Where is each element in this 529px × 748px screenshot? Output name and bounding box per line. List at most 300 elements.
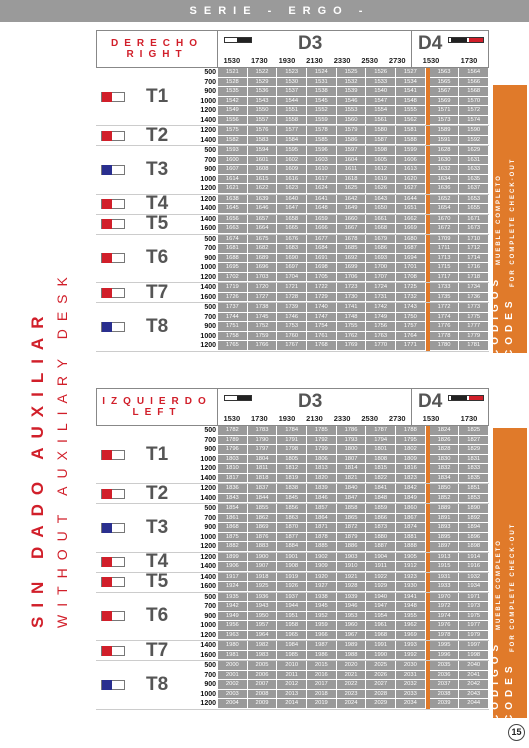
code-cell: 1815 [366, 464, 396, 474]
code-cell: 1859 [366, 504, 396, 514]
code-cell: 2017 [307, 680, 337, 690]
depth-label: 1400 [200, 573, 216, 581]
code-cell: 1832 [430, 464, 460, 474]
t1-desk-icon [101, 450, 125, 460]
code-cell: 2025 [366, 661, 396, 671]
width-label: 1930 [278, 414, 296, 423]
code-cell: 1956 [218, 621, 248, 631]
depth-label: 500 [204, 147, 216, 154]
code-cell: 1678 [337, 235, 367, 245]
table-row [218, 612, 489, 622]
code-cell: 1774 [430, 313, 460, 323]
code-cell: 1801 [366, 445, 396, 455]
code-cell: 1555 [396, 106, 426, 116]
code-cell: 1974 [430, 612, 460, 622]
code-cell: 1867 [396, 514, 426, 524]
type-group-t5 [96, 573, 489, 593]
code-cell: 1521 [218, 68, 248, 78]
table-row [218, 602, 489, 612]
table-row [218, 621, 489, 631]
code-cell: 1540 [366, 87, 396, 97]
code-cell: 1836 [218, 484, 248, 494]
code-cell: 1902 [307, 553, 337, 563]
type-label [96, 593, 196, 641]
code-cell: 1623 [277, 184, 307, 194]
code-cell: 1525 [337, 68, 367, 78]
code-cell: 1526 [366, 68, 396, 78]
code-cell: 1810 [218, 464, 248, 474]
code-cell: 1752 [248, 322, 278, 332]
t6-desk-icon [101, 611, 125, 621]
code-cell: 1839 [307, 484, 337, 494]
code-cell: 1929 [366, 582, 396, 592]
code-cell: 2000 [218, 661, 248, 671]
code-cell: 1735 [430, 293, 460, 303]
code-cell: 1799 [307, 445, 337, 455]
table-row [218, 523, 489, 533]
code-cell: 1804 [248, 455, 278, 465]
code-cell: 1914 [459, 553, 489, 563]
code-cells [218, 484, 489, 503]
code-cell: 1544 [277, 97, 307, 107]
depth-label: 1200 [200, 631, 216, 639]
depth-column [196, 303, 218, 351]
code-cell: 1952 [307, 612, 337, 622]
code-cell: 1736 [459, 293, 489, 303]
depth-column [196, 146, 218, 194]
code-cell: 1615 [248, 175, 278, 185]
code-cell: 1694 [396, 254, 426, 264]
depth-label: 700 [204, 514, 216, 522]
code-cell: 1532 [337, 78, 367, 88]
code-cell: 1741 [337, 303, 367, 313]
code-cell: 1610 [307, 165, 337, 175]
table-row [218, 126, 489, 136]
code-cell: 1681 [218, 244, 248, 254]
code-cell: 1561 [366, 116, 396, 126]
table-row [218, 445, 489, 455]
code-cell: 2028 [366, 690, 396, 700]
code-cell: 1662 [396, 215, 426, 225]
type-group-t1 [96, 426, 489, 484]
code-cell: 1721 [277, 283, 307, 293]
code-cell: 1673 [459, 224, 489, 234]
depth-label: 1000 [200, 332, 216, 340]
code-cell: 1601 [248, 156, 278, 166]
codes-es-big: CODIGOS [490, 274, 501, 357]
type-group-t6 [96, 593, 489, 642]
type-label [96, 303, 196, 351]
code-cell: 2008 [248, 690, 278, 700]
code-cell: 1543 [248, 97, 278, 107]
code-cell: 1652 [430, 195, 460, 205]
table-row [218, 514, 489, 524]
codes-es-small: MUEBLE COMPLETO [496, 539, 502, 630]
code-cell: 2038 [430, 690, 460, 700]
code-cell: 1785 [307, 426, 337, 436]
code-cell: 1553 [337, 106, 367, 116]
table-row [218, 263, 489, 273]
code-cell: 1670 [430, 215, 460, 225]
code-cell: 1564 [459, 68, 489, 78]
code-cell: 1682 [248, 244, 278, 254]
depth-label: 1400 [200, 284, 216, 291]
code-cell: 1743 [396, 303, 426, 313]
code-cell: 1524 [307, 68, 337, 78]
code-cell: 1629 [459, 146, 489, 156]
code-cell: 1698 [307, 263, 337, 273]
code-cell: 1919 [277, 573, 307, 583]
type-label [96, 146, 196, 194]
code-cell: 2041 [459, 671, 489, 681]
code-cells [218, 195, 489, 214]
code-cell: 1692 [337, 254, 367, 264]
code-cell: 1949 [218, 612, 248, 622]
code-cell: 1597 [337, 146, 367, 156]
code-cell: 1842 [396, 484, 426, 494]
depth-label: 900 [204, 612, 216, 620]
code-cell: 1761 [307, 332, 337, 342]
table-row [218, 224, 489, 234]
code-cell: 1589 [430, 126, 460, 136]
code-cell: 1961 [366, 621, 396, 631]
code-cell: 1917 [218, 573, 248, 583]
code-cell: 1802 [396, 445, 426, 455]
code-cell: 1637 [459, 184, 489, 194]
depth-label: 1200 [200, 553, 216, 561]
type-name: T2 [146, 124, 169, 146]
code-cell: 1575 [218, 126, 248, 136]
type-group-t8 [96, 303, 489, 352]
code-cell: 2044 [459, 699, 489, 709]
code-cell: 1868 [218, 523, 248, 533]
code-cell: 1581 [396, 126, 426, 136]
code-cell: 1903 [337, 553, 367, 563]
code-cell: 2018 [307, 690, 337, 700]
code-cell: 1871 [307, 523, 337, 533]
code-cell: 1858 [337, 504, 367, 514]
code-cells [218, 661, 489, 709]
depth-column [196, 504, 218, 552]
t3-desk-icon [101, 165, 125, 175]
code-cell: 1830 [430, 455, 460, 465]
code-cell: 1547 [366, 97, 396, 107]
depth-label: 1400 [200, 563, 216, 570]
depth-label: 500 [204, 69, 216, 76]
d4-header [412, 388, 489, 426]
depth-label: 1200 [200, 700, 216, 707]
code-cell: 1522 [248, 68, 278, 78]
code-cell: 1661 [366, 215, 396, 225]
code-cell: 1664 [248, 224, 278, 234]
code-cell: 1846 [307, 494, 337, 504]
code-cell: 1696 [248, 263, 278, 273]
code-cell: 1993 [396, 641, 426, 651]
code-cell: 1714 [459, 254, 489, 264]
depth-label: 1600 [200, 293, 216, 301]
table-row [218, 573, 489, 583]
code-cell: 1950 [248, 612, 278, 622]
code-cell: 1925 [248, 582, 278, 592]
table-header [96, 30, 489, 68]
code-cell: 1645 [218, 204, 248, 214]
code-cell: 2031 [396, 671, 426, 681]
code-cell: 1646 [248, 204, 278, 214]
type-name: T6 [146, 605, 169, 627]
desk-color-swatch [102, 680, 112, 690]
code-cell: 1852 [430, 494, 460, 504]
code-cell: 1873 [366, 523, 396, 533]
code-cell: 1779 [459, 332, 489, 342]
code-cell: 1884 [277, 542, 307, 552]
depth-label: 500 [204, 505, 216, 512]
code-cells [218, 215, 489, 234]
code-cell: 1983 [248, 651, 278, 661]
code-cell: 1552 [307, 106, 337, 116]
code-cell: 2035 [430, 661, 460, 671]
desk-color-swatch [102, 646, 112, 656]
code-cell: 1913 [430, 553, 460, 563]
code-cell: 1640 [277, 195, 307, 205]
code-cell: 1777 [459, 322, 489, 332]
code-cell: 1786 [337, 426, 367, 436]
side-title-area [0, 22, 90, 748]
table-row [218, 293, 489, 303]
depth-label: 900 [204, 254, 216, 262]
code-cell: 1755 [337, 322, 367, 332]
table-row [218, 313, 489, 323]
width-label: 1930 [278, 56, 296, 65]
code-cell: 1998 [459, 651, 489, 661]
depth-label: 1200 [200, 485, 216, 492]
table-row [218, 332, 489, 342]
code-cell: 1602 [277, 156, 307, 166]
code-cell: 1587 [366, 136, 396, 146]
depth-label: 1400 [200, 474, 216, 482]
code-cell: 1942 [218, 602, 248, 612]
type-group-t5 [96, 215, 489, 235]
table-row [218, 322, 489, 332]
depth-label: 1400 [200, 136, 216, 144]
code-cell: 1953 [337, 612, 367, 622]
code-cell: 1946 [337, 602, 367, 612]
code-cell: 1742 [366, 303, 396, 313]
code-cell: 1891 [430, 514, 460, 524]
code-cell: 1909 [307, 562, 337, 572]
code-cell: 1654 [430, 204, 460, 214]
table-row [218, 641, 489, 651]
code-cell: 1600 [218, 156, 248, 166]
code-cell: 1731 [366, 293, 396, 303]
price-code-table-left [96, 388, 489, 710]
code-cell: 1941 [396, 593, 426, 603]
code-cell: 1991 [366, 641, 396, 651]
code-cell: 1751 [218, 322, 248, 332]
code-cell: 1718 [459, 273, 489, 283]
code-cell: 1773 [459, 303, 489, 313]
code-cell: 1583 [248, 136, 278, 146]
code-cell: 1823 [396, 474, 426, 484]
desk-color-swatch [102, 92, 112, 102]
code-cell: 1536 [248, 87, 278, 97]
code-cell: 1660 [337, 215, 367, 225]
depth-label: 1000 [200, 455, 216, 463]
table-row [218, 474, 489, 484]
t8-desk-icon [101, 680, 125, 690]
table-row [218, 690, 489, 700]
code-cell: 2023 [337, 690, 367, 700]
d4-desk-icon [448, 37, 484, 43]
t7-desk-icon [101, 288, 125, 298]
code-cell: 1899 [218, 553, 248, 563]
code-cell: 1828 [430, 445, 460, 455]
table-row [218, 215, 489, 225]
code-cell: 1705 [307, 273, 337, 283]
code-cell: 1717 [430, 273, 460, 283]
table-row [218, 273, 489, 283]
code-cell: 1595 [277, 146, 307, 156]
code-cell: 1965 [277, 631, 307, 641]
code-cell: 1545 [307, 97, 337, 107]
width-label: 1730 [460, 414, 478, 423]
depth-label: 1600 [200, 651, 216, 659]
code-cell: 1744 [218, 313, 248, 323]
depth-column [196, 126, 218, 145]
desk-color-swatch [102, 489, 112, 499]
t8-desk-icon [101, 322, 125, 332]
code-cell: 2039 [430, 699, 460, 709]
codes-side-bar-left [490, 428, 527, 722]
code-cell: 1723 [337, 283, 367, 293]
code-cell: 1641 [307, 195, 337, 205]
table-row [218, 283, 489, 293]
code-cell: 1860 [396, 504, 426, 514]
orientation-es: IZQUIERDO [102, 396, 212, 407]
code-cell: 1548 [396, 97, 426, 107]
code-cell: 1567 [430, 87, 460, 97]
code-cell: 1732 [396, 293, 426, 303]
type-name: T4 [146, 193, 169, 214]
code-cell: 2042 [459, 680, 489, 690]
code-cell: 1866 [366, 514, 396, 524]
code-cell: 1608 [248, 165, 278, 175]
d3-title: D3 [298, 33, 323, 54]
code-cell: 1806 [307, 455, 337, 465]
code-cell: 1756 [366, 322, 396, 332]
codes-es-small: MUEBLE COMPLETO [496, 174, 502, 265]
code-cell: 1631 [459, 156, 489, 166]
code-cell: 1865 [337, 514, 367, 524]
d4-title: D4 [418, 391, 443, 412]
code-cell: 1870 [277, 523, 307, 533]
series-title: SERIE - ERGO - [189, 5, 370, 17]
desk-color-swatch [102, 253, 112, 263]
type-name: T1 [146, 443, 169, 465]
code-cell: 1563 [430, 68, 460, 78]
code-cell: 1612 [366, 165, 396, 175]
code-cell: 1812 [277, 464, 307, 474]
code-cell: 1707 [366, 273, 396, 283]
code-cell: 1528 [218, 78, 248, 88]
code-cell: 1822 [366, 474, 396, 484]
code-cell: 1729 [307, 293, 337, 303]
code-cell: 1964 [248, 631, 278, 641]
table-header [96, 388, 489, 426]
code-cell: 1968 [366, 631, 396, 641]
code-cell: 1979 [459, 631, 489, 641]
code-cell: 1632 [430, 165, 460, 175]
code-cell: 1811 [248, 464, 278, 474]
depth-label: 500 [204, 235, 216, 243]
code-cell: 1872 [337, 523, 367, 533]
depth-column [196, 195, 218, 214]
code-cell: 1906 [218, 562, 248, 572]
orientation-label [96, 388, 218, 426]
code-cell: 1800 [337, 445, 367, 455]
code-cells [218, 426, 489, 483]
table-row [218, 680, 489, 690]
code-cell: 1958 [277, 621, 307, 631]
code-cell: 1881 [396, 533, 426, 543]
t4-desk-icon [101, 199, 125, 209]
code-cell: 1542 [218, 97, 248, 107]
table-row [218, 87, 489, 97]
code-cell: 1697 [277, 263, 307, 273]
table-row [218, 78, 489, 88]
code-cell: 1937 [277, 593, 307, 603]
depth-column [196, 661, 218, 709]
depth-column [196, 68, 218, 125]
table-row [218, 254, 489, 264]
code-cell: 1778 [430, 332, 460, 342]
code-cell: 1737 [218, 303, 248, 313]
code-cell: 1869 [248, 523, 278, 533]
code-cell: 1918 [248, 573, 278, 583]
depth-label: 1200 [200, 273, 216, 281]
code-cell: 1531 [307, 78, 337, 88]
code-cell: 1591 [430, 136, 460, 146]
code-cell: 1621 [218, 184, 248, 194]
depth-label: 700 [204, 436, 216, 444]
code-cell: 1971 [459, 593, 489, 603]
code-cell: 2004 [218, 699, 248, 709]
code-cell: 1653 [459, 195, 489, 205]
code-cell: 1973 [459, 602, 489, 612]
code-cell: 2037 [430, 680, 460, 690]
code-cell: 1593 [218, 146, 248, 156]
depth-column [196, 426, 218, 483]
code-cell: 1840 [337, 484, 367, 494]
depth-label: 1000 [200, 175, 216, 183]
code-cells [218, 146, 489, 194]
code-cell: 2014 [277, 699, 307, 709]
desk-color-swatch [102, 165, 112, 175]
depth-label: 1000 [200, 533, 216, 541]
code-cell: 1997 [459, 641, 489, 651]
desk-color-swatch [102, 523, 112, 533]
code-cell: 1577 [277, 126, 307, 136]
code-cell: 1614 [218, 175, 248, 185]
code-cell: 1666 [307, 224, 337, 234]
code-cell: 1798 [277, 445, 307, 455]
code-cell: 1943 [248, 602, 278, 612]
code-cell: 1940 [366, 593, 396, 603]
depth-label: 900 [204, 446, 216, 453]
code-cell: 1896 [459, 533, 489, 543]
code-cell: 1809 [396, 455, 426, 465]
code-cell: 1845 [277, 494, 307, 504]
code-cell: 1619 [366, 175, 396, 185]
